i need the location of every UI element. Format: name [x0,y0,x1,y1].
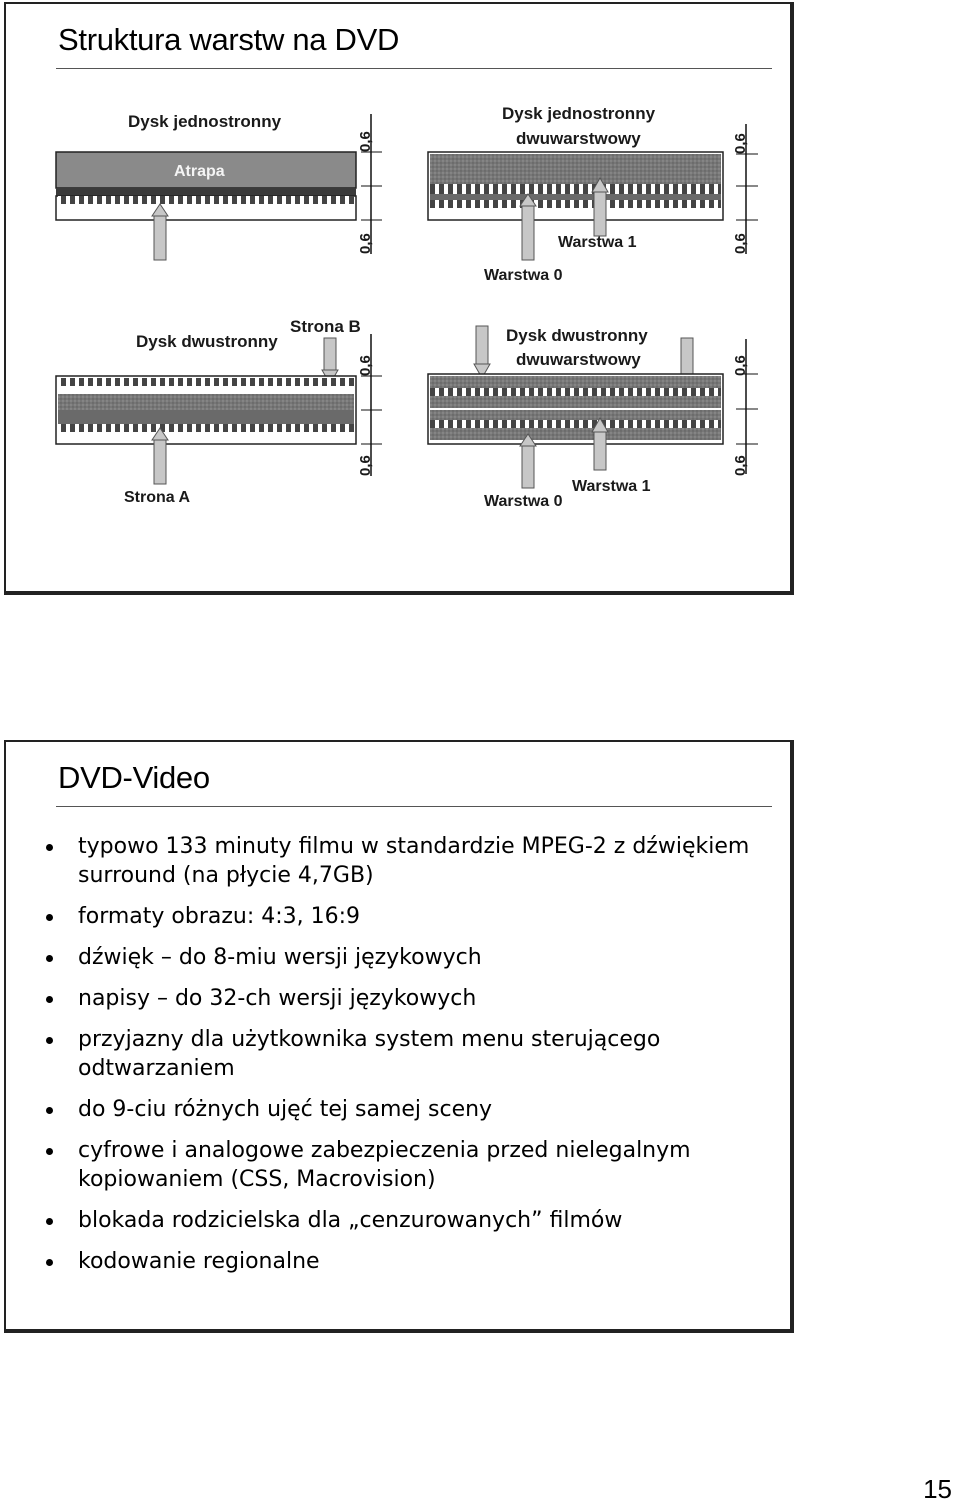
double-sided-dual-layer-disc [428,326,758,510]
thickness-label: 0,6 [732,233,749,254]
layer0-label: Warstwa 0 [484,493,563,510]
title-divider [56,806,772,807]
laser-arrow-top-1 [476,326,488,366]
data-pits [58,196,354,204]
thickness-label: 0,6 [732,355,749,376]
side-a-layer [58,410,354,424]
thickness-label: 0,6 [357,131,374,152]
disc-title: Dysk dwustronny [136,332,278,351]
laser-arrow-layer1 [594,190,606,236]
disc-title-line2: dwuwarstwowy [516,129,641,148]
bullet-item: blokada rodzicielska dla „cenzurowanych” filmów [46,1206,766,1235]
single-sided-dual-layer-disc [428,104,758,284]
layer1-label: Warstwa 1 [558,234,637,251]
side-b-layer [58,394,354,410]
disc-title-line1: Dysk dwustronny [506,326,648,345]
bullet-item: kodowanie regionalne [46,1247,766,1276]
side-a-label: Strona A [124,489,191,506]
double-sided-disc [56,317,382,506]
layer-1-pits [430,184,721,194]
single-sided-disc [56,112,382,260]
thickness-label: 0,6 [732,133,749,154]
laser-arrow-layer0 [522,204,534,260]
bullet-item: przyjazny dla użytkownika system menu sterującego odtwarzaniem [46,1025,766,1083]
thickness-label: 0,6 [732,455,749,476]
disc-title-line2: dwuwarstwowy [516,350,641,369]
laser-arrow-layer1 [594,430,606,470]
side-b-pits [58,378,354,386]
bullet-list [46,832,766,1288]
layer-0-pits [430,200,721,208]
top-layer-0 [430,396,721,408]
bullet-item: cyfrowe i analogowe zabezpieczenia przed nielegalnym kopiowaniem (CSS, Macrovision) [46,1136,766,1194]
bullet-item: do 9-ciu różnych ujęć tej samej sceny [46,1095,766,1124]
slide-layer-structure [4,2,794,595]
slide-title: Struktura warstw na DVD [58,22,400,57]
page-number: 15 [923,1474,952,1504]
layer0-label: Warstwa 0 [484,267,563,284]
top-layer-1-pits [430,388,721,396]
laser-arrow-top-2 [681,338,693,378]
side-a-pits [58,424,354,432]
slide-dvd-video [4,740,794,1333]
bottom-layer-1-pits [430,420,721,428]
bottom-layer-0 [430,428,721,440]
laser-arrow [154,214,166,260]
top-layer-1 [430,376,721,388]
reflective-layer [56,188,356,196]
dvd-layer-diagram [6,4,792,593]
side-b-label: Strona B [290,317,361,336]
bullet-item: typowo 133 minuty filmu w standardzie MPEG-2 z dźwiękiem surround (na płycie 4,7GB) [46,832,766,890]
bottom-layer-1 [430,410,721,420]
thickness-label: 0,6 [357,355,374,376]
layer-0 [430,194,721,200]
bullet-item: napisy – do 32-ch wersji językowych [46,984,766,1013]
disc-title: Dysk jednostronny [128,112,282,131]
laser-arrow-side-b [324,338,336,372]
layer-1 [430,154,721,184]
laser-arrow-layer0 [522,444,534,488]
laser-arrow-side-a [154,438,166,484]
layer1-label: Warstwa 1 [572,478,651,495]
dummy-label: Atrapa [174,163,225,180]
thickness-label: 0,6 [357,233,374,254]
bullet-item: dźwięk – do 8-miu wersji językowych [46,943,766,972]
thickness-label: 0,6 [357,455,374,476]
bullet-item: formaty obrazu: 4:3, 16:9 [46,902,766,931]
disc-title-line1: Dysk jednostronny [502,104,656,123]
slide-title: DVD-Video [58,760,210,795]
